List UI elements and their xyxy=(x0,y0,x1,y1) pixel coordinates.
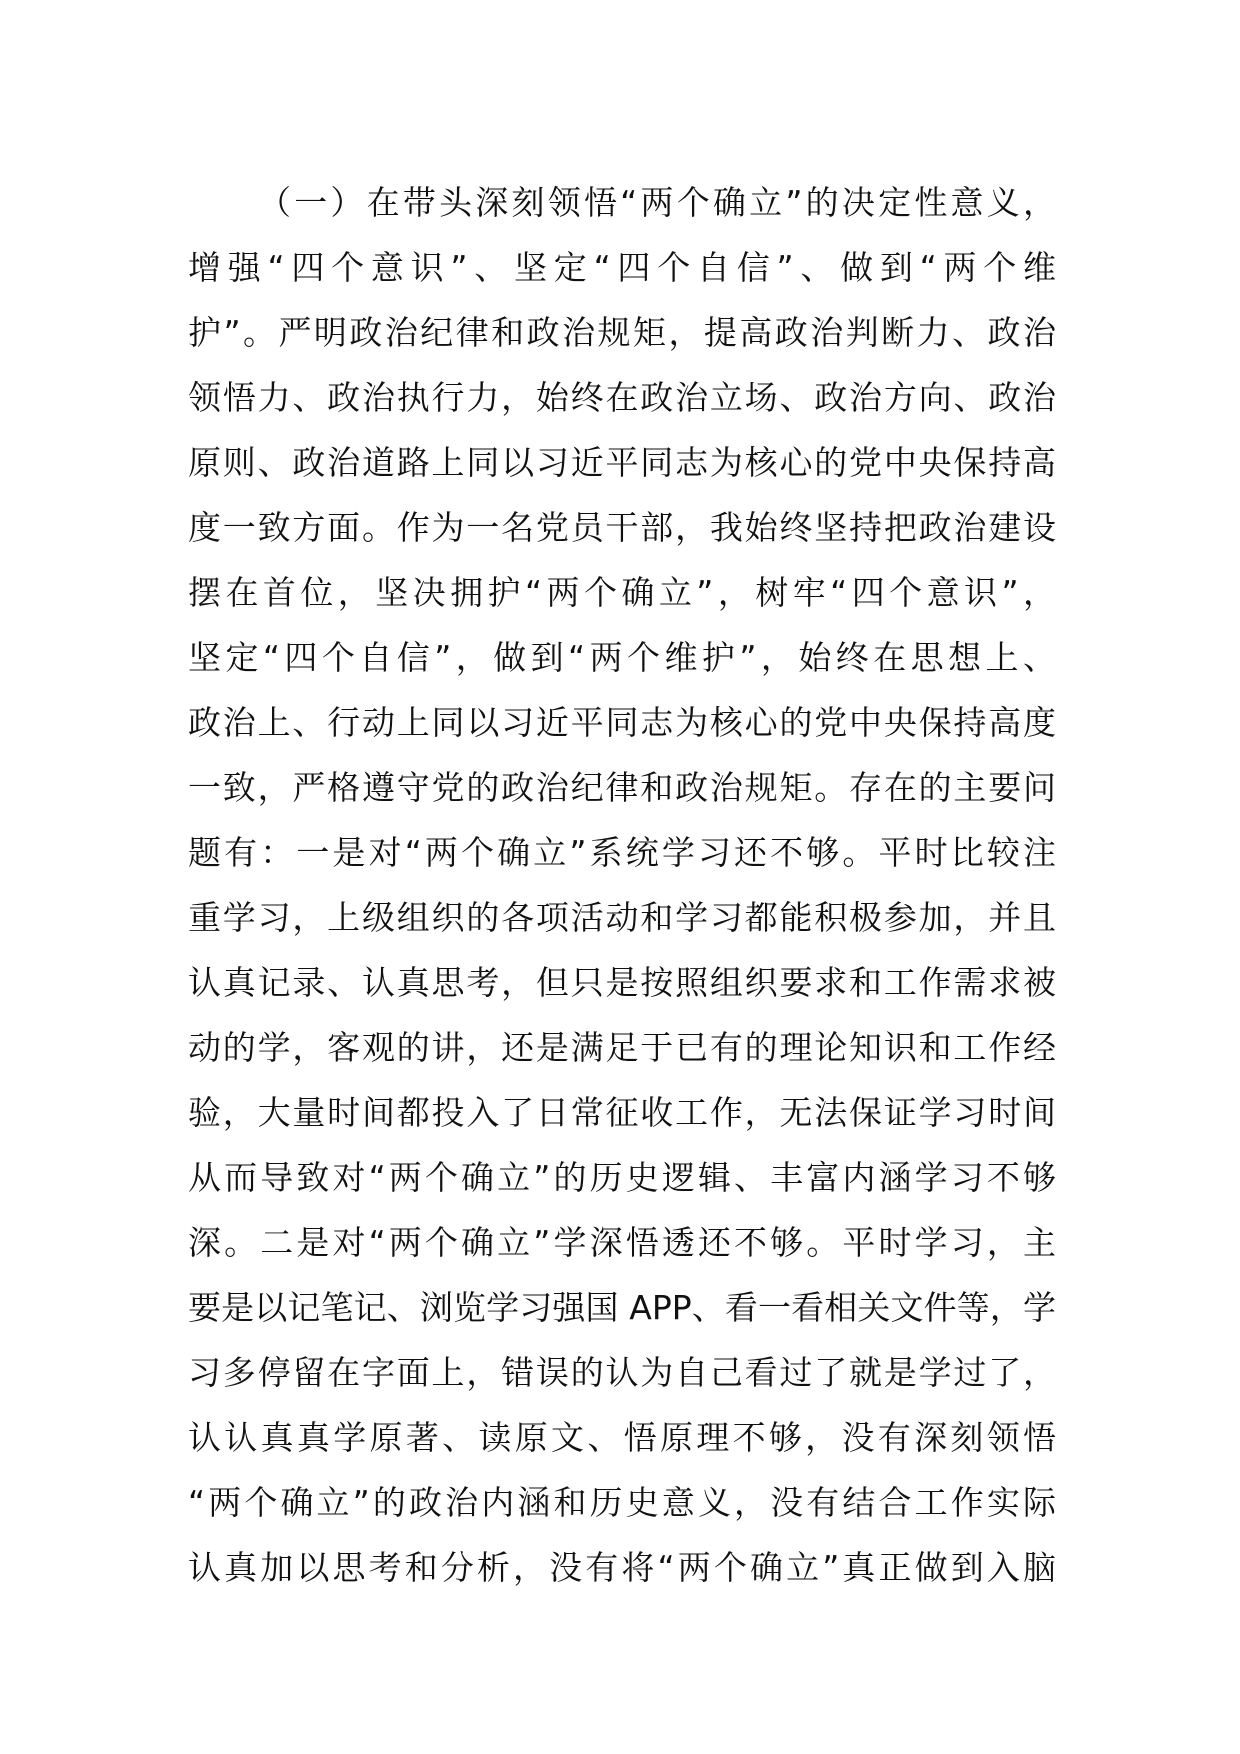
paragraph-line: 深。二是对“两个确立”学深悟透还不够。平时学习，主 xyxy=(188,1223,1056,1262)
paragraph-line: 习多停留在字面上，错误的认为自己看过了就是学过了， xyxy=(188,1353,1056,1392)
paragraph-line: 护”。严明政治纪律和政治规矩，提高政治判断力、政治 xyxy=(188,313,1056,352)
paragraph-line: 坚定“四个自信”，做到“两个维护”，始终在思想上、 xyxy=(188,638,1056,677)
paragraph-line: 度一致方面。作为一名党员干部，我始终坚持把政治建设 xyxy=(188,508,1056,547)
paragraph-line: 认真记录、认真思考，但只是按照组织要求和工作需求被 xyxy=(188,963,1056,1002)
paragraph-line: 认认真真学原著、读原文、悟原理不够，没有深刻领悟 xyxy=(188,1418,1056,1457)
paragraph-line: 从而导致对“两个确立”的历史逻辑、丰富内涵学习不够 xyxy=(188,1158,1056,1197)
paragraph-line: 摆在首位，坚决拥护“两个确立”，树牢“四个意识”， xyxy=(188,573,1056,612)
paragraph-line: 认真加以思考和分析，没有将“两个确立”真正做到入脑 xyxy=(188,1548,1056,1587)
paragraph-line: “两个确立”的政治内涵和历史意义，没有结合工作实际 xyxy=(188,1483,1056,1522)
paragraph-line: 政治上、行动上同以习近平同志为核心的党中央保持高度 xyxy=(188,703,1056,742)
paragraph-line: 一致，严格遵守党的政治纪律和政治规矩。存在的主要问 xyxy=(188,768,1056,807)
paragraph-line: 动的学，客观的讲，还是满足于已有的理论知识和工作经 xyxy=(188,1028,1056,1067)
paragraph-line: 要是以记笔记、浏览学习强国 APP、看一看相关文件等，学 xyxy=(188,1288,1056,1327)
paragraph-line: 领悟力、政治执行力，始终在政治立场、政治方向、政治 xyxy=(188,378,1056,417)
paragraph-line: 原则、政治道路上同以习近平同志为核心的党中央保持高 xyxy=(188,443,1056,482)
paragraph-line: 增强“四个意识”、坚定“四个自信”、做到“两个维 xyxy=(188,248,1056,287)
body-paragraph xyxy=(188,170,1056,1600)
paragraph-line: （一）在带头深刻领悟“两个确立”的决定性意义， xyxy=(258,183,1056,222)
paragraph-line: 重学习，上级组织的各项活动和学习都能积极参加，并且 xyxy=(188,898,1056,937)
paragraph-line: 题有：一是对“两个确立”系统学习还不够。平时比较注 xyxy=(188,833,1056,872)
paragraph-line: 验，大量时间都投入了日常征收工作，无法保证学习时间 xyxy=(188,1093,1056,1132)
